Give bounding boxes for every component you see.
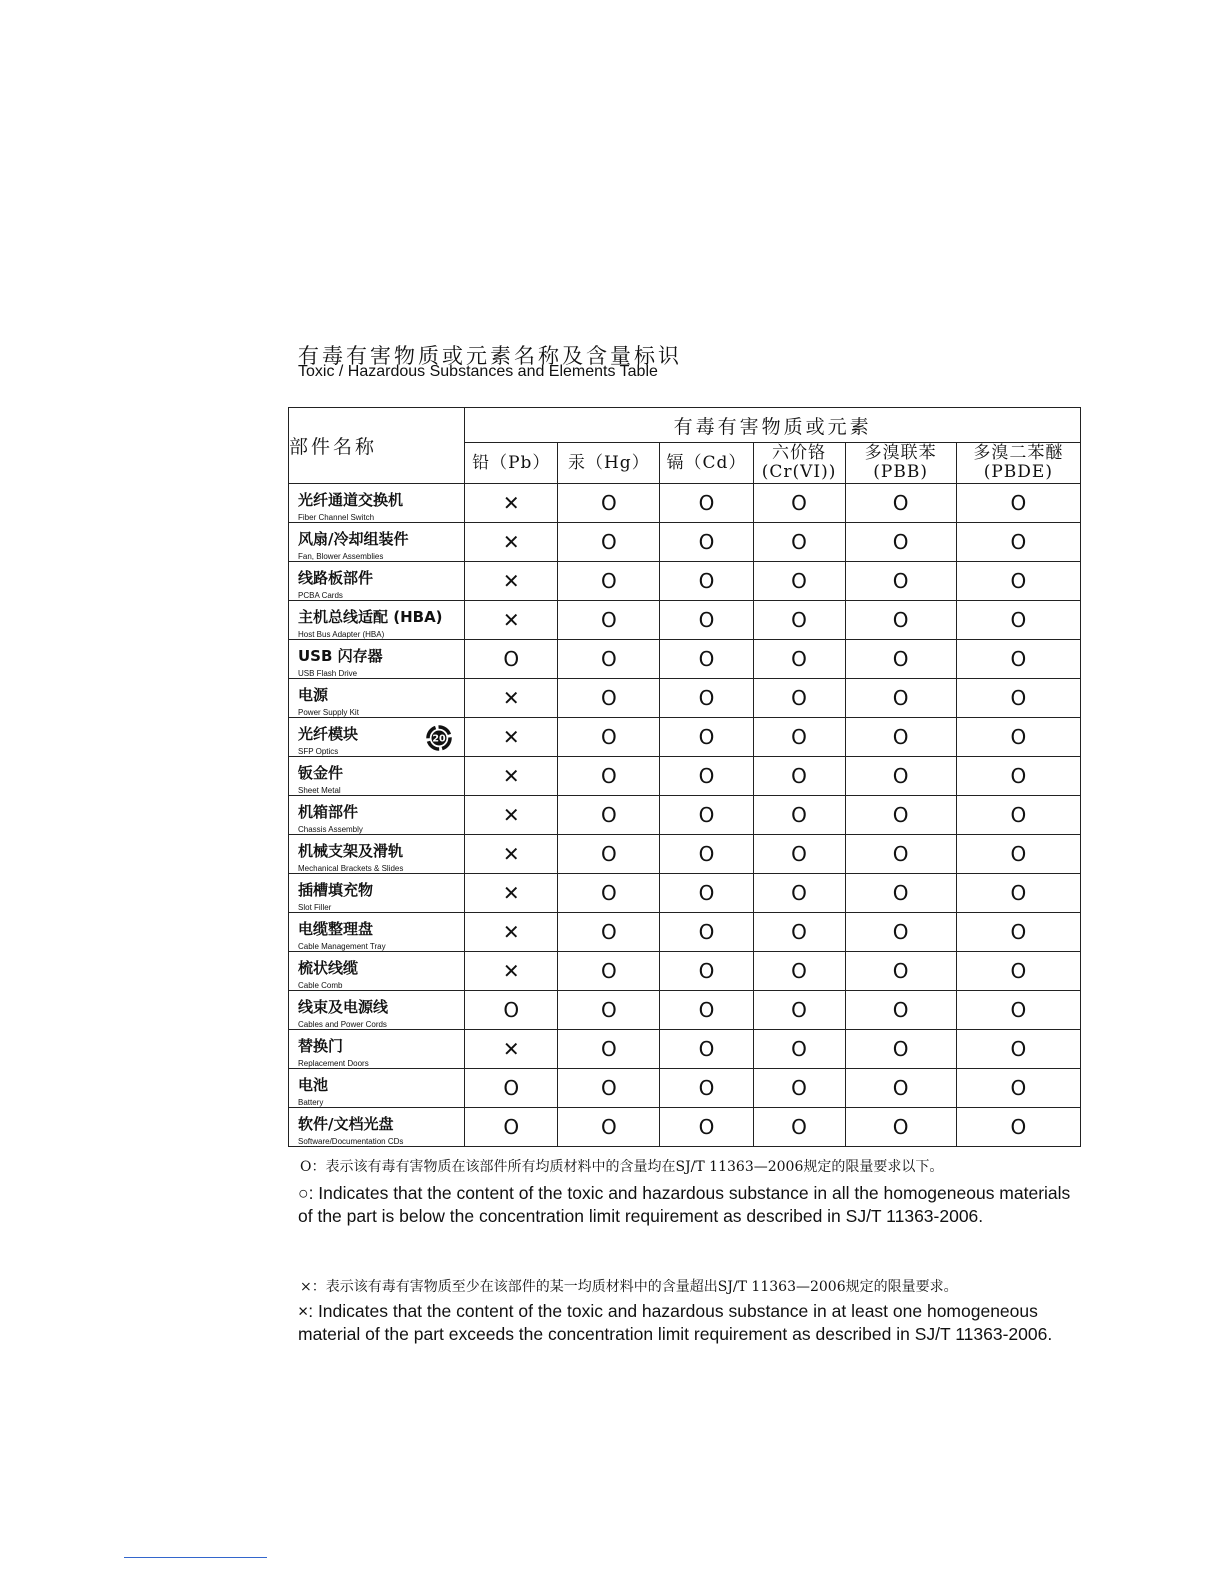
part-name-chinese: 光纤模块 — [298, 725, 359, 743]
substance-mark: O — [660, 835, 753, 874]
substance-mark: O — [956, 1030, 1080, 1069]
part-name-chinese: 线路板部件 — [298, 569, 374, 587]
part-cell — [289, 796, 465, 835]
substance-mark: O — [660, 640, 753, 679]
substance-mark: O — [753, 679, 845, 718]
substance-mark: O — [660, 1108, 753, 1147]
substance-mark: O — [845, 1108, 956, 1147]
substance-mark: O — [845, 640, 956, 679]
substance-mark: O — [660, 562, 753, 601]
title-chinese: 有毒有害物质或元素名称及含量标识 — [298, 344, 682, 368]
part-name-chinese: 软件/文档光盘 — [298, 1115, 394, 1133]
part-name-english: Cables and Power Cords — [298, 1020, 387, 1029]
table-row — [289, 1108, 1081, 1147]
substance-mark: O — [465, 991, 558, 1030]
substance-mark: O — [558, 991, 660, 1030]
substance-mark: O — [660, 718, 753, 757]
part-cell — [289, 835, 465, 874]
table-row — [289, 640, 1081, 679]
table-row — [289, 601, 1081, 640]
part-name-english: Sheet Metal — [298, 786, 341, 795]
substance-mark: O — [956, 640, 1080, 679]
note-cross-chinese: ×：表示该有毒有害物质至少在该部件的某一均质材料中的含量超出SJ/T 11363—2006规定的限量要求。 — [300, 1279, 958, 1295]
part-cell — [289, 1069, 465, 1108]
table-row — [289, 523, 1081, 562]
substance-mark: O — [660, 913, 753, 952]
substance-mark: O — [956, 991, 1080, 1030]
substance-mark: O — [558, 718, 660, 757]
part-cell — [289, 913, 465, 952]
substance-mark: O — [753, 562, 845, 601]
column-header-pb: 铅（Pb） — [465, 443, 558, 484]
substance-mark: O — [753, 1030, 845, 1069]
column-header-cr6: 六价铬 (Cr(VI)) — [753, 443, 845, 484]
substance-mark: O — [956, 796, 1080, 835]
substance-mark: O — [558, 835, 660, 874]
substance-mark: O — [956, 952, 1080, 991]
substance-mark: O — [753, 640, 845, 679]
part-cell — [289, 640, 465, 679]
part-name-chinese: 替换门 — [298, 1037, 344, 1055]
part-name-english: Mechanical Brackets & Slides — [298, 864, 404, 873]
part-cell — [289, 757, 465, 796]
substance-mark: O — [660, 484, 753, 523]
substance-mark: O — [465, 1108, 558, 1147]
part-name-chinese: 电池 — [298, 1076, 329, 1094]
substance-mark: O — [956, 1108, 1080, 1147]
substance-mark: O — [753, 952, 845, 991]
substance-mark: O — [558, 952, 660, 991]
substance-mark: O — [753, 601, 845, 640]
substance-mark: O — [956, 679, 1080, 718]
substances-table — [288, 407, 1081, 1147]
table-row — [289, 835, 1081, 874]
part-name-chinese: 风扇/冷却组装件 — [298, 530, 409, 548]
substance-mark: O — [956, 718, 1080, 757]
substance-mark: O — [660, 874, 753, 913]
substance-mark: O — [465, 640, 558, 679]
part-name-english: Chassis Assembly — [298, 825, 363, 834]
substance-mark: O — [558, 640, 660, 679]
part-name-chinese: 梳状线缆 — [298, 959, 359, 977]
substance-mark: ✕ — [465, 679, 558, 718]
part-cell — [289, 679, 465, 718]
table-body — [289, 484, 1081, 1147]
substance-mark: O — [845, 601, 956, 640]
substance-mark: O — [660, 991, 753, 1030]
table-row — [289, 679, 1081, 718]
substance-mark: ✕ — [465, 718, 558, 757]
substance-mark: O — [845, 913, 956, 952]
substance-mark: O — [956, 523, 1080, 562]
substance-mark: O — [956, 484, 1080, 523]
eco-period-label: 20 — [432, 733, 446, 745]
substance-mark: O — [558, 796, 660, 835]
substance-mark: O — [753, 1069, 845, 1108]
substance-mark: O — [956, 835, 1080, 874]
substance-mark: O — [956, 874, 1080, 913]
part-name-english: Power Supply Kit — [298, 708, 359, 717]
substance-mark: O — [753, 1108, 845, 1147]
substance-mark: O — [558, 523, 660, 562]
substance-mark: O — [845, 874, 956, 913]
part-name-english: USB Flash Drive — [298, 669, 358, 678]
substance-mark: O — [660, 1069, 753, 1108]
substance-mark: ✕ — [465, 835, 558, 874]
part-name-header: 部件名称 — [289, 408, 465, 484]
table-row — [289, 718, 1081, 757]
eco-period-20-icon — [426, 725, 452, 751]
part-name-chinese: 插槽填充物 — [298, 881, 374, 899]
substance-mark: O — [956, 601, 1080, 640]
substance-mark: O — [753, 523, 845, 562]
part-name-english: Host Bus Adapter (HBA) — [298, 630, 385, 639]
substance-mark: O — [660, 601, 753, 640]
substance-mark: O — [956, 1069, 1080, 1108]
substance-mark: O — [845, 1030, 956, 1069]
part-name-chinese: 主机总线适配 (HBA) — [298, 608, 443, 626]
part-cell — [289, 991, 465, 1030]
part-cell — [289, 562, 465, 601]
substance-mark: O — [753, 913, 845, 952]
substance-mark: ✕ — [465, 601, 558, 640]
part-name-chinese: 线束及电源线 — [298, 998, 389, 1016]
substance-mark: O — [558, 1108, 660, 1147]
substances-group-header: 有毒有害物质或元素 — [465, 408, 1081, 443]
substance-mark: O — [845, 562, 956, 601]
part-name-english: Replacement Doors — [298, 1059, 369, 1068]
substance-mark: ✕ — [465, 523, 558, 562]
substance-mark: O — [753, 835, 845, 874]
table-row — [289, 952, 1081, 991]
part-name-english: Battery — [298, 1098, 324, 1107]
column-header-pbb: 多溴联苯 (PBB) — [845, 443, 956, 484]
substance-mark: O — [845, 952, 956, 991]
part-name-english: Software/Documentation CDs — [298, 1137, 404, 1146]
substance-mark: O — [753, 484, 845, 523]
part-name-english: Cable Comb — [298, 981, 343, 990]
part-cell — [289, 718, 465, 757]
substance-mark: ✕ — [465, 796, 558, 835]
part-name-chinese: 电源 — [298, 686, 329, 704]
part-name-english: Fiber Channel Switch — [298, 513, 375, 522]
substance-mark: O — [558, 757, 660, 796]
substance-mark: O — [558, 1069, 660, 1108]
part-cell — [289, 1108, 465, 1147]
substance-mark: O — [558, 601, 660, 640]
substance-mark: ✕ — [465, 562, 558, 601]
substance-mark: O — [558, 1030, 660, 1069]
part-name-english: SFP Optics — [298, 747, 339, 756]
column-header-cd: 镉（Cd） — [660, 443, 753, 484]
substance-mark: O — [845, 523, 956, 562]
note-circle-chinese: O：表示该有毒有害物质在该部件所有均质材料中的含量均在SJ/T 11363—2006规定的限量要求以下。 — [300, 1159, 944, 1175]
table-row — [289, 874, 1081, 913]
part-cell — [289, 874, 465, 913]
column-header-hg: 汞（Hg） — [558, 443, 660, 484]
substance-mark: O — [465, 1069, 558, 1108]
substance-mark: O — [845, 484, 956, 523]
substance-mark: O — [845, 991, 956, 1030]
substance-mark: O — [845, 1069, 956, 1108]
substance-mark: O — [660, 952, 753, 991]
part-name-chinese: 机械支架及滑轨 — [298, 842, 404, 860]
substance-mark: O — [753, 991, 845, 1030]
substance-mark: O — [558, 562, 660, 601]
substance-mark: ✕ — [465, 952, 558, 991]
table-row — [289, 1069, 1081, 1108]
table-row — [289, 484, 1081, 523]
substance-mark: O — [956, 757, 1080, 796]
part-name-english: Slot Filler — [298, 903, 332, 912]
substance-mark: O — [956, 913, 1080, 952]
substance-mark: O — [845, 757, 956, 796]
part-cell — [289, 601, 465, 640]
part-cell — [289, 952, 465, 991]
substance-mark: O — [660, 757, 753, 796]
part-name-english: Fan, Blower Assemblies — [298, 552, 384, 561]
substance-mark: O — [753, 874, 845, 913]
substance-mark: O — [956, 562, 1080, 601]
substance-mark: O — [558, 679, 660, 718]
substance-mark: O — [845, 835, 956, 874]
substance-mark: ✕ — [465, 1030, 558, 1069]
part-name-chinese: USB 闪存器 — [298, 647, 383, 665]
substance-mark: ✕ — [465, 484, 558, 523]
substance-mark: ✕ — [465, 913, 558, 952]
note-cross-english: ×: Indicates that the content of the toxic and hazardous substance in at least one homogeneous material of the part exceeds the concentration limit requirement as described in SJ/T 11363-2006. — [298, 1301, 1053, 1344]
substance-mark: O — [558, 874, 660, 913]
part-cell — [289, 484, 465, 523]
substance-mark: O — [753, 796, 845, 835]
part-name-english: Cable Management Tray — [298, 942, 386, 951]
substance-mark: ✕ — [465, 874, 558, 913]
table-row — [289, 991, 1081, 1030]
substance-mark: O — [845, 718, 956, 757]
substance-mark: O — [753, 757, 845, 796]
part-name-english: PCBA Cards — [298, 591, 343, 600]
substance-mark: O — [558, 913, 660, 952]
part-name-chinese: 电缆整理盘 — [298, 920, 374, 938]
part-cell — [289, 1030, 465, 1069]
substance-mark: O — [845, 679, 956, 718]
substance-mark: O — [660, 679, 753, 718]
part-name-chinese: 机箱部件 — [298, 803, 359, 821]
table-row — [289, 1030, 1081, 1069]
substance-mark: O — [660, 523, 753, 562]
title-english: Toxic / Hazardous Substances and Elements Table — [298, 363, 658, 380]
substance-mark: O — [558, 484, 660, 523]
part-cell — [289, 523, 465, 562]
table-row — [289, 796, 1081, 835]
substance-mark: O — [660, 796, 753, 835]
substance-mark: ✕ — [465, 757, 558, 796]
part-name-chinese: 钣金件 — [298, 764, 344, 782]
note-circle-english: ○: Indicates that the content of the toxic and hazardous substance in all the homogeneous materials of the part is below the concentration limit requirement as described in SJ/T 11363-2006. — [298, 1183, 1071, 1226]
part-name-chinese: 光纤通道交换机 — [298, 491, 404, 509]
table-row — [289, 913, 1081, 952]
substance-mark: O — [845, 796, 956, 835]
substance-mark: O — [660, 1030, 753, 1069]
column-header-pbde: 多溴二苯醚 (PBDE) — [956, 443, 1080, 484]
footer-divider — [124, 1557, 267, 1558]
substance-mark: O — [753, 718, 845, 757]
table-row — [289, 562, 1081, 601]
table-row — [289, 757, 1081, 796]
